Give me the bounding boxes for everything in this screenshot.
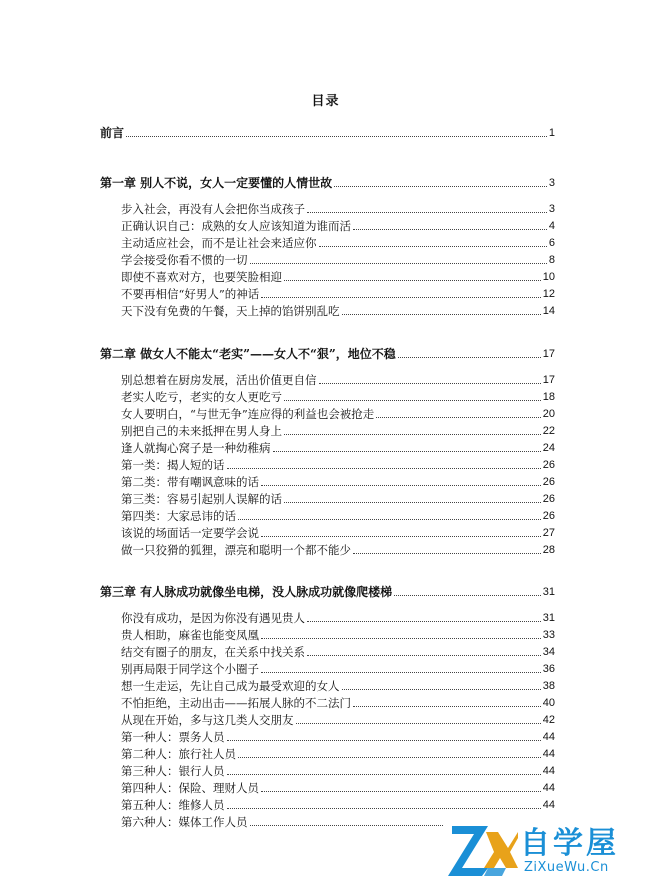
toc-entry-label: 第三章 有人脉成功就像坐电梯，没人脉成功就像爬楼梯 [100, 585, 393, 599]
toc-entry[interactable] [121, 405, 555, 421]
toc-entry-label: 不怕拒绝，主动出击——拓展人脉的不二法门 [121, 696, 351, 710]
dot-leader [250, 263, 547, 264]
dot-leader [284, 280, 541, 281]
toc-page-number: 24 [542, 442, 555, 454]
toc-page-number: 27 [542, 527, 555, 539]
toc-page-number: 20 [542, 408, 555, 420]
dot-leader [307, 621, 541, 622]
dot-leader [319, 383, 541, 384]
toc-entry[interactable] [121, 302, 555, 318]
toc-page-number: 44 [542, 748, 555, 760]
toc-entry[interactable] [121, 660, 555, 676]
toc-entry[interactable] [121, 626, 555, 642]
toc-page-number: 17 [542, 348, 555, 360]
dot-leader [227, 808, 541, 809]
toc-entry[interactable] [121, 234, 555, 250]
toc-page-number: 8 [548, 254, 555, 266]
toc-chapter-2[interactable] [100, 345, 555, 361]
toc-entry-label: 即使不喜欢对方，也要笑脸相迎 [121, 270, 282, 284]
watermark-logo [448, 812, 648, 887]
toc-page-number: 42 [542, 714, 555, 726]
toc-chapter-3[interactable] [100, 583, 555, 599]
toc-entry-label: 第二类：带有嘲讽意味的话 [121, 475, 259, 489]
dot-leader [353, 553, 541, 554]
dot-leader [284, 400, 541, 401]
toc-page-number: 18 [542, 391, 555, 403]
toc-page-number: 26 [542, 476, 555, 488]
dot-leader [398, 357, 541, 358]
dot-leader [353, 706, 541, 707]
toc-entry[interactable] [121, 609, 555, 625]
toc-page-number: 44 [542, 799, 555, 811]
toc-entry[interactable] [121, 677, 555, 693]
toc-entry[interactable] [121, 439, 555, 455]
toc-entry[interactable] [121, 200, 555, 216]
zx-logo-icon [448, 818, 518, 880]
toc-title: 目录 [311, 94, 340, 109]
toc-entry-label: 不要再相信“好男人”的神话 [121, 287, 260, 301]
dot-leader [261, 672, 541, 673]
toc-entry[interactable] [121, 268, 555, 284]
watermark-brand: 自学屋 [520, 826, 619, 861]
toc-entry-label: 从现在开始，多与这几类人交朋友 [121, 713, 294, 727]
toc-page-number: 26 [542, 510, 555, 522]
toc-entry-label: 想一生走运，先让自己成为最受欢迎的女人 [121, 679, 340, 693]
toc-page-number: 26 [542, 459, 555, 471]
toc-entry-label: 第三种人：银行人员 [121, 764, 225, 778]
toc-entry[interactable] [121, 490, 555, 506]
toc-entry-label: 结交有圈子的朋友，在关系中找关系 [121, 645, 305, 659]
toc-entry[interactable] [121, 507, 555, 523]
dot-leader [238, 757, 541, 758]
toc-page-number: 6 [548, 237, 555, 249]
toc-entry-label: 第二种人：旅行社人员 [121, 747, 236, 761]
dot-leader [261, 536, 541, 537]
dot-leader [126, 136, 547, 137]
toc-entry[interactable] [121, 711, 555, 727]
toc-entry-label: 老实人吃亏，老实的女人更吃亏 [121, 390, 282, 404]
dot-leader [342, 314, 541, 315]
toc-page-number: 3 [548, 203, 555, 215]
dot-leader [227, 774, 541, 775]
toc-page-number: 3 [548, 177, 555, 189]
toc-page-number: 10 [542, 271, 555, 283]
toc-page-number: 44 [542, 731, 555, 743]
dot-leader [284, 502, 541, 503]
toc-page-number: 31 [542, 612, 555, 624]
toc-entry-label: 主动适应社会，而不是让社会来适应你 [121, 236, 317, 250]
toc-entry[interactable] [121, 728, 555, 744]
toc-page-number: 33 [542, 629, 555, 641]
toc-entry[interactable] [121, 694, 555, 710]
toc-entry[interactable] [121, 779, 555, 795]
dot-leader [250, 825, 444, 826]
toc-entry[interactable] [121, 813, 445, 829]
toc-entry-label: 步入社会，再没有人会把你当成孩子 [121, 202, 305, 216]
toc-entry-label: 第六种人：媒体工作人员 [121, 815, 248, 829]
toc-entry-label: 正确认识自己：成熟的女人应该知道为谁而活 [121, 219, 351, 233]
toc-page-number: 31 [542, 586, 555, 598]
toc-page-number: 44 [542, 765, 555, 777]
dot-leader [273, 451, 541, 452]
toc-entry[interactable] [121, 541, 555, 557]
toc-page-number: 1 [548, 127, 555, 139]
dot-leader [307, 212, 547, 213]
toc-entry-label: 第一种人：票务人员 [121, 730, 225, 744]
toc-entry-label: 做一只狡猾的狐狸，漂亮和聪明一个都不能少 [121, 543, 351, 557]
dot-leader [284, 434, 541, 435]
dot-leader [261, 297, 540, 298]
toc-page-number: 26 [542, 493, 555, 505]
toc-entry-label: 贵人相助，麻雀也能变凤凰 [121, 628, 259, 642]
dot-leader [261, 791, 541, 792]
dot-leader [238, 519, 541, 520]
toc-entry-label: 第四类：大家忌讳的话 [121, 509, 236, 523]
toc-preface[interactable] [100, 124, 555, 140]
dot-leader [307, 655, 541, 656]
toc-page-number: 22 [542, 425, 555, 437]
toc-entry-label: 逢人就掏心窝子是一种幼稚病 [121, 441, 271, 455]
toc-entry-label: 你没有成功，是因为你没有遇见贵人 [121, 611, 305, 625]
toc-entry-label: 天下没有免费的午餐，天上掉的馅饼别乱吃 [121, 304, 340, 318]
toc-page-number: 44 [542, 782, 555, 794]
toc-entry[interactable] [121, 796, 555, 812]
toc-page-number: 36 [542, 663, 555, 675]
toc-entry-label: 前言 [100, 126, 125, 140]
toc-entry-label: 第一类：揭人短的话 [121, 458, 225, 472]
dot-leader [353, 229, 547, 230]
toc-entry-label: 别把自己的未来抵押在男人身上 [121, 424, 282, 438]
toc-entry[interactable] [121, 524, 555, 540]
toc-entry-label: 第五种人：维修人员 [121, 798, 225, 812]
toc-entry[interactable] [121, 456, 555, 472]
toc-page-number: 40 [542, 697, 555, 709]
dot-leader [376, 417, 540, 418]
dot-leader [227, 740, 541, 741]
toc-entry-label: 第二章 做女人不能太“老实”——女人不“狠”，地位不稳 [100, 347, 396, 361]
toc-page-number: 34 [542, 646, 555, 658]
toc-chapter-1[interactable] [100, 174, 555, 190]
toc-entry[interactable] [121, 762, 555, 778]
toc-entry-label: 该说的场面话一定要学会说 [121, 526, 259, 540]
toc-entry-label: 学会接受你看不惯的一切 [121, 253, 248, 267]
toc-page-number: 38 [542, 680, 555, 692]
toc-entry[interactable] [121, 643, 555, 659]
toc-entry[interactable] [121, 217, 555, 233]
dot-leader [227, 468, 541, 469]
toc-entry-label: 别总想着在厨房发展，活出价值更自信 [121, 373, 317, 387]
toc-entry[interactable] [121, 745, 555, 761]
dot-leader [334, 186, 547, 187]
toc-page-number: 14 [542, 305, 555, 317]
toc-entry-label: 别再局限于同学这个小圈子 [121, 662, 259, 676]
dot-leader [261, 638, 541, 639]
toc-page-number: 28 [542, 544, 555, 556]
toc-entry-label: 第一章 别人不说，女人一定要懂的人情世故 [100, 176, 333, 190]
toc-entry[interactable] [121, 422, 555, 438]
dot-leader [261, 485, 541, 486]
toc-page-number: 17 [542, 374, 555, 386]
toc-entry[interactable] [121, 371, 555, 387]
toc-entry-label: 第四种人：保险、理财人员 [121, 781, 259, 795]
dot-leader [342, 689, 541, 690]
dot-leader [394, 595, 541, 596]
toc-entry-label: 第三类：容易引起别人误解的话 [121, 492, 282, 506]
toc-page-number: 12 [542, 288, 555, 300]
dot-leader [319, 246, 547, 247]
toc-entry[interactable] [121, 473, 555, 489]
toc-page-number: 4 [548, 220, 555, 232]
toc-entry-label: 女人要明白，“与世无争”连应得的利益也会被抢走 [121, 407, 375, 421]
toc-entry[interactable] [121, 251, 555, 267]
toc-entry[interactable] [121, 285, 555, 301]
toc-entry[interactable] [121, 388, 555, 404]
dot-leader [296, 723, 541, 724]
watermark-site: ZiXueWu.Cn [524, 860, 609, 875]
